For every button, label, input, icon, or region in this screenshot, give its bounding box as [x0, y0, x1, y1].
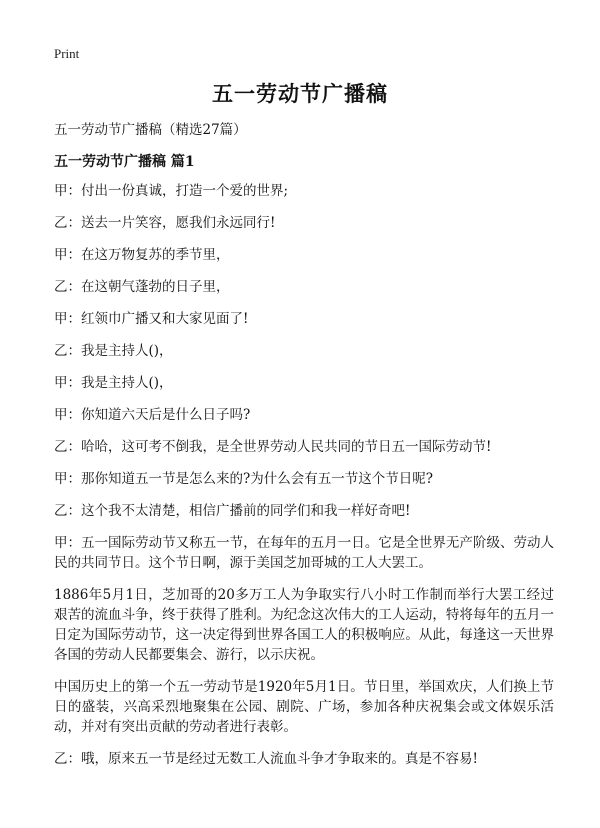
body-paragraph: 中国历史上的第一个五一劳动节是1920年5月1日。节日里，举国欢庆，人们换上节日的盛装，兴高采烈地聚集在公园、剧院、广场，参加各种庆祝集会或文体娱乐活动，并对有突出贡献的劳动者进行表彰。: [54, 679, 554, 735]
dialogue-line: 甲：我是主持人()，: [54, 375, 173, 391]
dialogue-line: 甲：红领巾广播又和大家见面了!: [54, 311, 249, 327]
section-heading: 五一劳动节广播稿 篇1: [54, 154, 195, 170]
dialogue-line: 甲：在这万物复苏的季节里，: [54, 247, 230, 263]
dialogue-line: 乙：我是主持人()，: [54, 343, 173, 359]
print-link[interactable]: Print: [54, 46, 80, 61]
dialogue-line: 甲：付出一份真诚，打造一个爱的世界;: [54, 183, 289, 199]
dialogue-line: 甲：那你知道五一节是怎么来的?为什么会有五一节这个节日呢?: [54, 471, 433, 487]
dialogue-line: 乙：送去一片笑容，愿我们永远同行!: [54, 215, 276, 231]
document-subtitle: 五一劳动节广播稿（精选27篇）: [54, 122, 247, 138]
body-paragraph: 甲：五一国际劳动节又称五一节，在每年的五月一日。它是全世界无产阶级、劳动人民的共同节日。这个节日啊，源于美国芝加哥城的工人大罢工。: [54, 535, 554, 571]
dialogue-line: 乙：这个我不太清楚，相信广播前的同学们和我一样好奇吧!: [54, 503, 411, 519]
document-body: [54, 120, 554, 781]
dialogue-line: 乙：哦，原来五一节是经过无数工人流血斗争才争取来的。真是不容易!: [54, 751, 478, 767]
dialogue-line: 乙：在这朝气蓬勃的日子里，: [54, 279, 230, 295]
dialogue-line: 乙：哈哈，这可考不倒我，是全世界劳动人民共同的节日五一国际劳动节!: [54, 439, 492, 455]
document-title: 五一劳动节广播稿: [212, 81, 388, 106]
body-paragraph: 1886年5月1日，芝加哥的20多万工人为争取实行八小时工作制而举行大罢工经过艰苦的流血斗争，终于获得了胜利。为纪念这次伟大的工人运动，特将每年的五月一日定为国际劳动节，这一决定得到世界各国工人的积极响应。从此，每逢这一天世界各国的劳动人民都要集会、游行，以示庆祝。: [54, 587, 554, 663]
dialogue-line: 甲：你知道六天后是什么日子吗?: [54, 407, 251, 423]
